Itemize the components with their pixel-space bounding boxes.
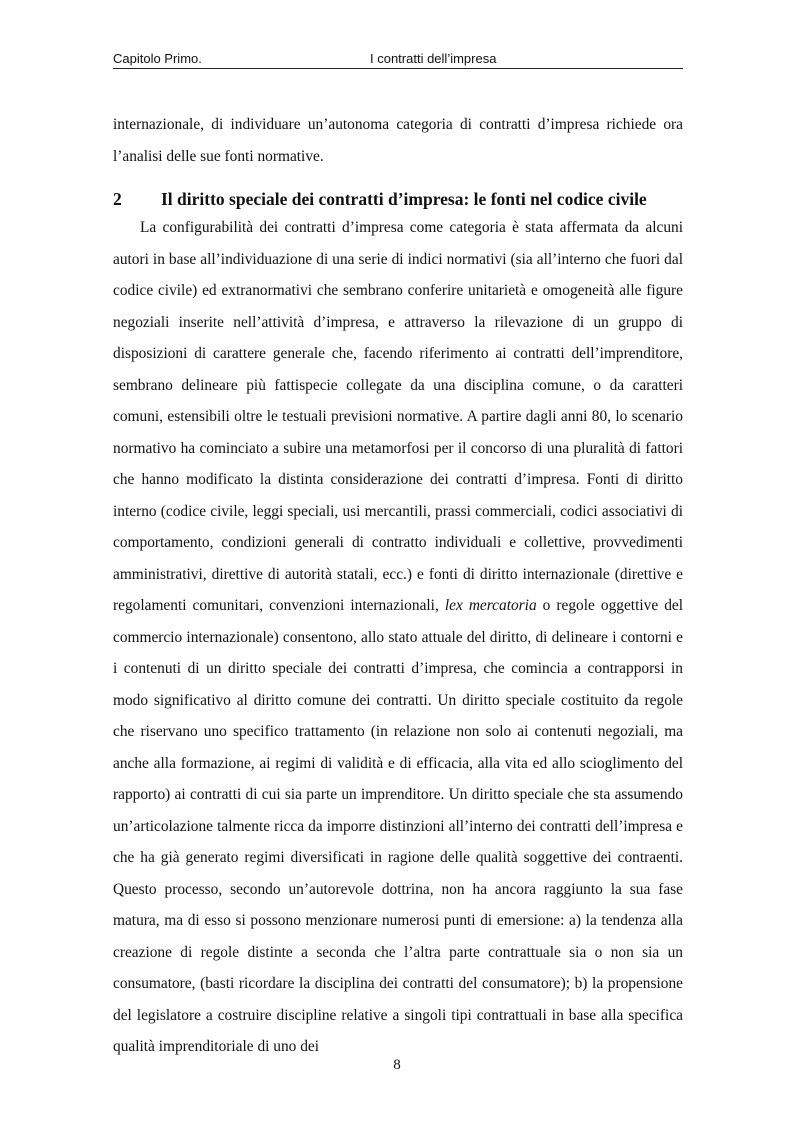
paragraph-text-start: La configurabilità dei contratti d’impresa come categoria è stata affermata da alcuni autori in base all’individuazione di una serie di indici normativi (sia all’interno che fuori dal codice civile) ed extranormativi che sembrano conferire unitarietà e omogeneità alle figure negoziali inserite nell’attività d’impresa, e attraverso la rilevazione di un gruppo di disposizioni di carattere generale che, facendo riferimento ai contratti dell’imprenditore, sembrano delineare più fattispecie collegate da una disciplina comune, o da caratteri comuni, estensibili oltre le testuali previsioni normative. A partire dagli anni 80, lo scenario normativo ha cominciato a subire una metamorfosi per il concorso di una pluralità di fattori che hanno modificato la distinta considerazione dei contratti d’impresa. Fonti di diritto interno (codice civile, leggi speciali, usi mercantili, prassi commerciali, codici associativi di comportamento, condizioni generali di contratto individuali e collettive, provvedimenti amministrativi, direttive di autorità statali, ecc.) e fonti di diritto internazionale (direttive e regolamenti comunitari, convenzioni internazionali, <box>113 219 683 614</box>
paragraph-text-end: o regole oggettive del commercio internazionale) consentono, allo stato attuale del diritto, di delineare i contorni e i contenuti di un diritto speciale dei contratti d’impresa, che comincia a contrapporsi in modo significativo al diritto comune dei contratti. Un diritto speciale costituito da regole che riservano uno specifico trattamento (in relazione non solo ai contenuti negoziali, ma anche alla formazione, ai regimi di validità e di efficacia, alla vita ed allo scioglimento del rapporto) ai contratti di cui sia parte un imprenditore. Un diritto speciale che sta assumendo un’articolazione talmente ricca da imporre distinzioni all’interno dei contratti dell’impresa e che ha già generato regimi diversificati in ragione delle qualità soggettive dei contraenti. Questo processo, secondo un’autorevole dottrina, non ha ancora raggiunto la sua fase matura, ma di esso si possono menzionare numerosi punti di emersione: a) la tendenza alla creazione di regole distinte a seconda che l’altra parte contrattuale sia o non sia un consumatore, (basti ricordare la disciplina dei contratti del consumatore); b) la propensione del legislatore a costruire discipline relative a singoli tipi contrattuali in base alla specifica qualità imprenditoriale di uno dei <box>113 597 683 1055</box>
chapter-label: Capitolo Primo. <box>113 51 202 66</box>
running-title: I contratti dell’impresa <box>370 51 497 66</box>
italic-term: lex mercatoria <box>444 597 537 614</box>
intro-paragraph: internazionale, di individuare un’autonoma categoria di contratti d’impresa richiede ora l’analisi delle sue fonti normative. <box>113 116 683 165</box>
section-title: Il diritto speciale dei contratti d’impresa: le fonti nel codice civile <box>161 189 647 209</box>
section-heading <box>113 186 693 212</box>
page-number: 8 <box>393 1057 401 1073</box>
section-number: 2 <box>113 189 122 209</box>
running-header <box>113 50 683 69</box>
body-paragraph <box>113 212 683 1063</box>
